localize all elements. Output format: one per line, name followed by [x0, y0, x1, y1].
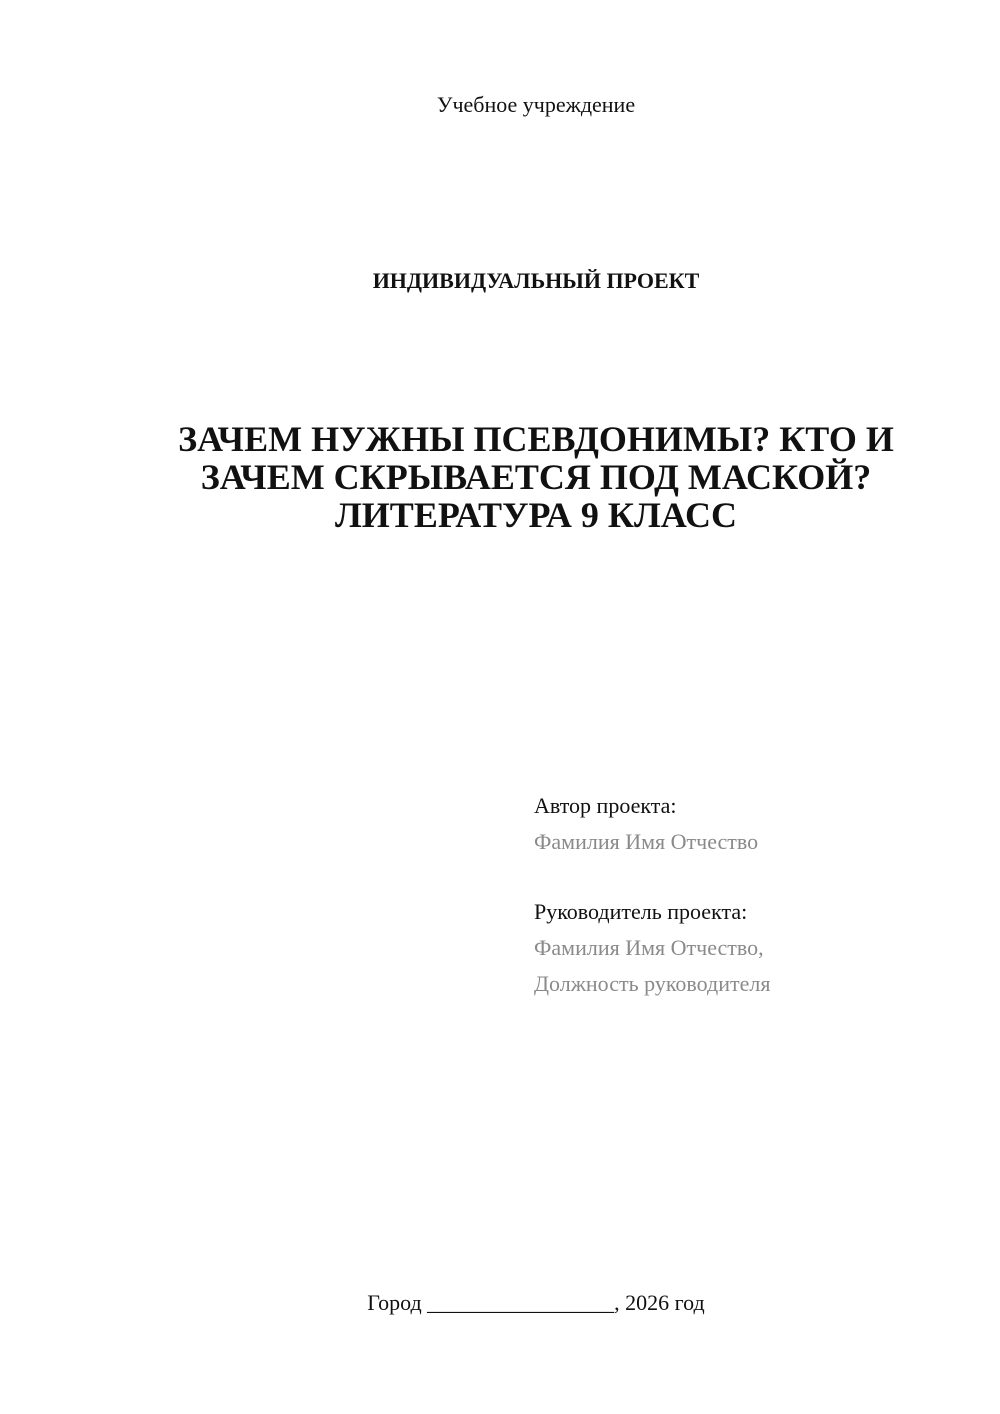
spacer	[534, 860, 964, 894]
project-title-line: ЗАЧЕМ НУЖНЫ ПСЕВДОНИМЫ? КТО И	[178, 419, 894, 459]
supervisor-position: Должность руководителя	[534, 971, 771, 996]
city-year-line: Город _________________, 2026 год	[367, 1290, 705, 1315]
project-title-line: ЛИТЕРАТУРА 9 КЛАСС	[334, 495, 737, 535]
author-name: Фамилия Имя Отчество	[534, 829, 759, 854]
project-type-heading: ИНДИВИДУАЛЬНЫЙ ПРОЕКТ	[372, 268, 700, 293]
project-title	[100, 420, 972, 534]
supervisor-label: Руководитель проекта:	[534, 899, 748, 924]
institution-name: Учебное учреждение	[436, 92, 636, 117]
authors-block	[534, 788, 964, 1002]
project-title-line: ЗАЧЕМ СКРЫВАЕТСЯ ПОД МАСКОЙ?	[200, 457, 872, 497]
author-label: Автор проекта:	[534, 793, 677, 818]
supervisor-name: Фамилия Имя Отчество,	[534, 935, 764, 960]
